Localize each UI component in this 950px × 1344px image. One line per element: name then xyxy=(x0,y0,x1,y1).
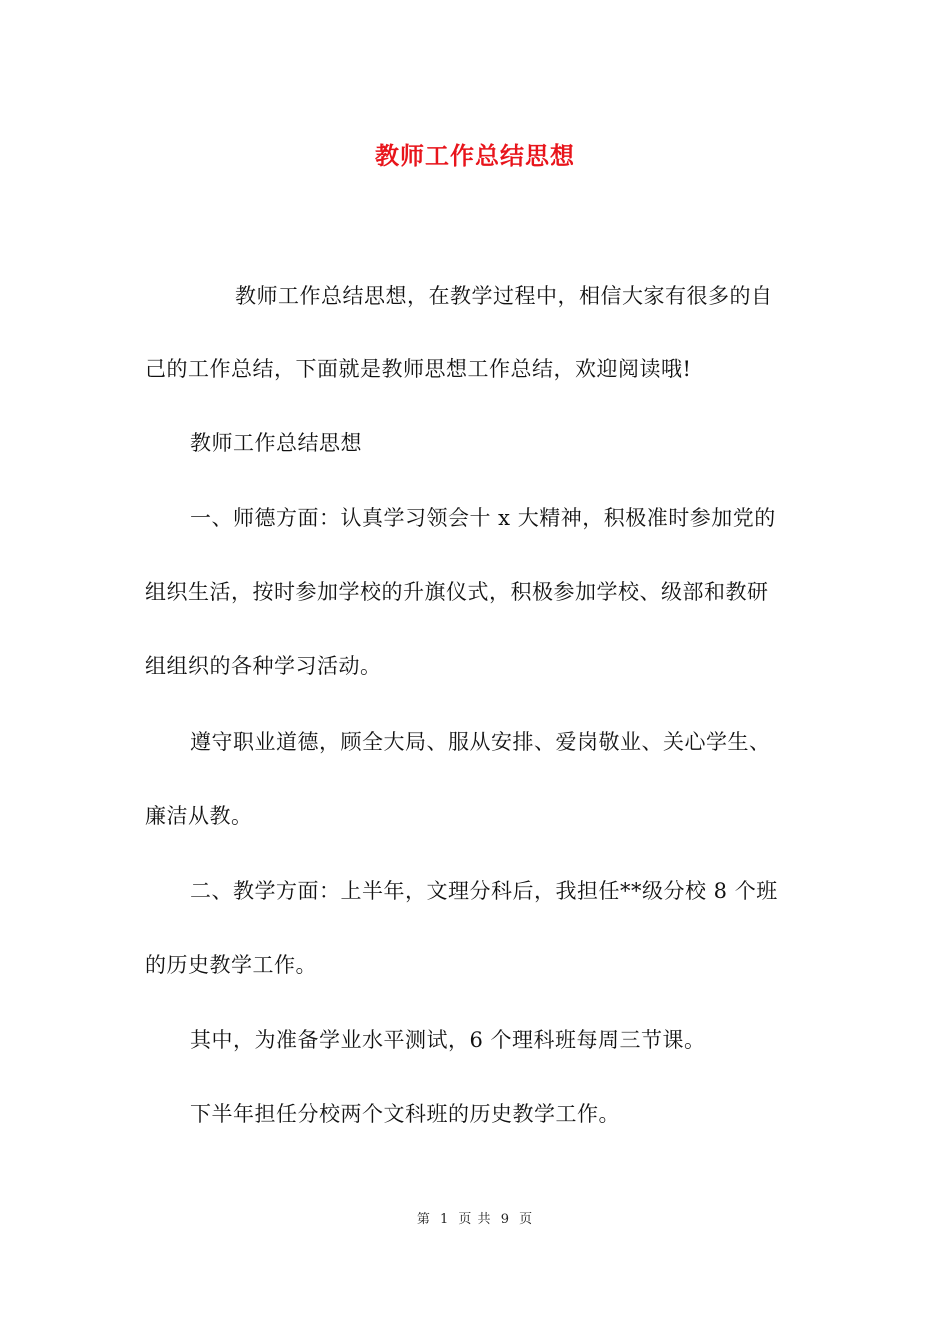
paragraph-line: 遵守职业道德，顾全大局、服从安排、爱岗敬业、关心学生、 xyxy=(190,730,771,754)
paragraph-line: 教师工作总结思想，在教学过程中，相信大家有很多的自 xyxy=(235,284,773,308)
paragraph-line: 组织生活，按时参加学校的升旗仪式，积极参加学校、级部和教研 xyxy=(145,580,769,604)
paragraph-line: 己的工作总结，下面就是教师思想工作总结，欢迎阅读哦! xyxy=(145,357,692,381)
paragraph-line: 廉洁从教。 xyxy=(145,804,253,828)
footer-middle: 页 共 xyxy=(458,1212,492,1227)
footer-prefix: 第 xyxy=(416,1212,431,1227)
paragraph-line: 二、教学方面：上半年，文理分科后，我担任**级分校 8 个班 xyxy=(190,879,778,903)
footer-page-number: 1 xyxy=(440,1212,450,1227)
section-heading: 教师工作总结思想 xyxy=(190,431,362,455)
document-title: 教师工作总结思想 xyxy=(375,141,575,170)
footer-suffix: 页 xyxy=(519,1212,534,1227)
footer-total-pages: 9 xyxy=(500,1212,510,1227)
paragraph-line: 组组织的各种学习活动。 xyxy=(145,654,382,678)
paragraph-line: 其中，为准备学业水平测试，6 个理科班每周三节课。 xyxy=(190,1028,706,1052)
paragraph-line: 一、师德方面：认真学习领会十 x 大精神，积极准时参加党的 xyxy=(190,506,776,530)
paragraph-line: 的历史教学工作。 xyxy=(145,953,317,977)
paragraph-line: 下半年担任分校两个文科班的历史教学工作。 xyxy=(190,1102,620,1126)
page-footer xyxy=(0,1208,950,1227)
